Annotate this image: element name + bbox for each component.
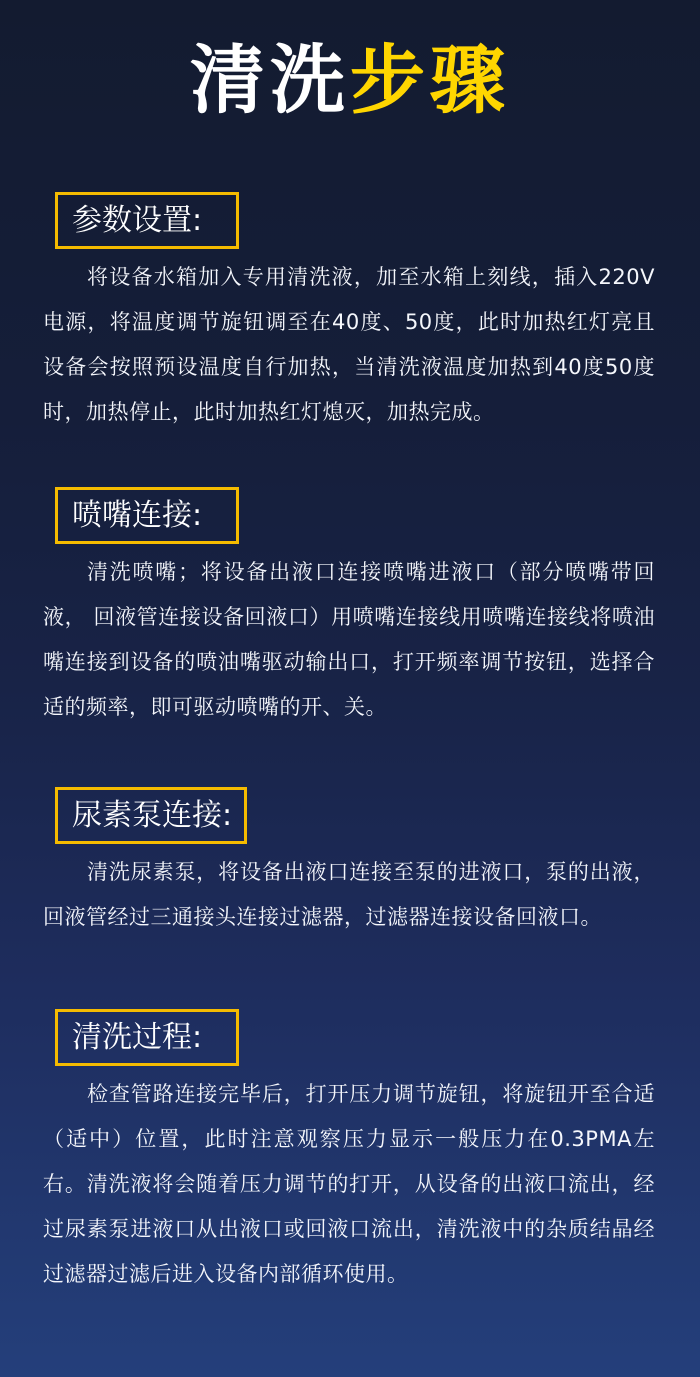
- section-cleaning-process: [0, 940, 700, 1297]
- section-heading-nozzle-connection: 喷嘴连接:: [72, 498, 203, 533]
- page-title: [0, 0, 700, 130]
- page-title-primary: 清洗: [189, 36, 350, 124]
- section-body-urea-pump-connection: 清洗尿素泵，将设备出液口连接至泵的进液口，泵的出液，回液管经过三通接头连接过滤器，过滤器连接设备回液口。: [43, 860, 655, 929]
- section-heading-urea-pump-connection: 尿素泵连接:: [72, 798, 233, 833]
- section-parameter-setup: [0, 130, 700, 435]
- section-body-cleaning-process: 检查管路连接完毕后，打开压力调节旋钮，将旋钮开至合适（适中）位置，此时注意观察压力显示一般压力在0.3PMA左右。清洗液将会随着压力调节的打开，从设备的出液口流出，经过尿素泵进液口从出液口或回液口流出，清洗液中的杂质结晶经过滤器过滤后进入设备内部循环使用。: [43, 1082, 655, 1286]
- section-body-parameter-setup: 将设备水箱加入专用清洗液，加至水箱上刻线，插入220V电源，将温度调节旋钮调至在40度、50度，此时加热红灯亮且设备会按照预设温度自行加热，当清洗液温度加热到40度50度时，加热停止，此时加热红灯熄灭，加热完成。: [43, 265, 655, 424]
- section-body-nozzle-connection: 清洗喷嘴；将设备出液口连接喷嘴进液口（部分喷嘴带回液， 回液管连接设备回液口）用喷嘴连接线用喷嘴连接线将喷油嘴连接到设备的喷油嘴驱动输出口，打开频率调节按钮，选择合适的频率，即可驱动喷嘴的开、关。: [43, 560, 655, 719]
- section-heading-box-parameter-setup: [55, 192, 239, 249]
- section-heading-box-nozzle-connection: [55, 487, 239, 544]
- section-heading-box-urea-pump-connection: [55, 787, 247, 844]
- page-title-accent: 步骤: [350, 36, 511, 124]
- section-urea-pump-connection: [0, 730, 700, 940]
- section-heading-box-cleaning-process: [55, 1009, 239, 1066]
- section-heading-parameter-setup: 参数设置:: [72, 203, 203, 238]
- section-nozzle-connection: [0, 435, 700, 730]
- section-heading-cleaning-process: 清洗过程:: [72, 1020, 203, 1055]
